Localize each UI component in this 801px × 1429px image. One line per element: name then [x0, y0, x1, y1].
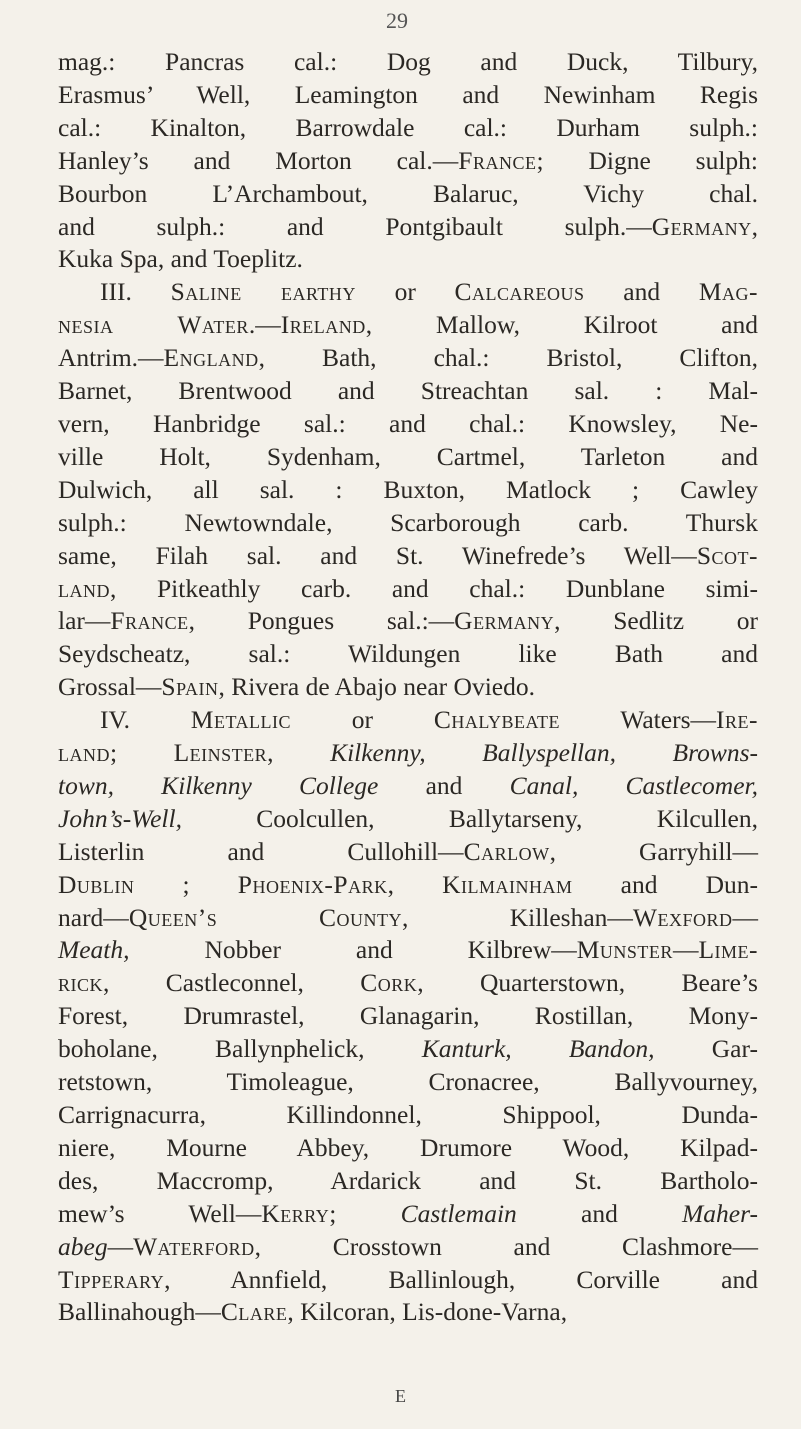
text-line: [58, 902, 758, 935]
text-line: [58, 1165, 758, 1198]
text-segment: and: [516, 1198, 683, 1228]
text-segment: nesia Water: [58, 310, 249, 340]
text-segment: , Sedlitz or: [554, 606, 758, 636]
text-segment: land: [58, 573, 110, 603]
text-segment: Meath,: [58, 935, 130, 965]
text-segment: III.: [100, 277, 171, 307]
text-segment: Bourbon L’Archambout, Balaruc, Vichy chal.: [58, 178, 758, 208]
text-segment: and: [584, 277, 699, 307]
text-segment: Scot-: [696, 540, 758, 570]
text-segment: retstown, Timoleague, Cronacree, Ballyvourney,: [58, 1067, 758, 1097]
text-segment: cal.: Kinalton, Barrowdale cal.: Durham sulph.:: [58, 112, 758, 142]
text-segment: Lime-: [698, 935, 758, 965]
text-segment: Maher-: [682, 1198, 758, 1228]
text-segment: Seydscheatz, sal.: Wildungen like Bath and: [58, 639, 758, 669]
text-line: [58, 671, 758, 704]
text-segment: Forest, Drumrastel, Glanagarin, Rostillan, Mony-: [58, 1001, 758, 1031]
text-segment: France: [458, 145, 537, 175]
text-segment: , Killeshan—: [402, 902, 633, 932]
text-line: [58, 605, 758, 638]
text-segment: rick: [58, 968, 104, 998]
text-segment: Kanturk, Bandon,: [421, 1034, 655, 1064]
text-segment: lar—: [58, 606, 111, 636]
text-segment: Castlemain: [400, 1198, 517, 1228]
text-segment: and: [378, 770, 510, 800]
text-segment: boholane, Ballynphelick,: [58, 1034, 422, 1064]
text-segment: land: [58, 738, 110, 768]
text-segment: Kerry: [261, 1198, 330, 1228]
text-line: [58, 342, 758, 375]
text-line: [58, 1066, 758, 1099]
text-segment: vern, Hanbridge sal.: and chal.: Knowsley, Ne-: [58, 408, 758, 438]
text-segment: Germany: [651, 211, 752, 241]
text-segment: ;: [329, 1198, 401, 1228]
text-segment: Antrim.—: [58, 343, 164, 373]
text-segment: ,: [267, 738, 331, 768]
text-segment: Munster: [576, 935, 673, 965]
text-line: [58, 211, 758, 244]
text-segment: ;: [134, 869, 238, 899]
text-line: [58, 803, 758, 836]
text-line: [58, 1264, 758, 1297]
text-segment: Waterford: [133, 1231, 255, 1261]
text-segment: Ballinahough—: [58, 1297, 221, 1327]
text-segment: Carrignacurra, Killindonnel, Shippool, Dunda-: [58, 1100, 758, 1129]
text-segment: , Mallow, Kilroot and: [365, 310, 758, 340]
text-line: [58, 704, 758, 737]
text-line: [58, 573, 758, 606]
page-number: 29: [386, 8, 408, 33]
text-line: [58, 1231, 758, 1264]
text-segment: Clare: [220, 1297, 288, 1327]
text-segment: mew’s Well—: [58, 1198, 262, 1228]
text-segment: John’s-Well,: [58, 803, 182, 833]
text-segment: Carlow: [463, 836, 550, 866]
text-segment: —: [732, 902, 758, 932]
text-line: [58, 869, 758, 902]
text-line: [58, 638, 758, 671]
text-line: [58, 375, 758, 408]
text-segment: Mag-: [698, 277, 758, 307]
text-line: [58, 1132, 758, 1165]
text-segment: Calcareous: [454, 277, 585, 307]
text-segment: or: [291, 705, 434, 735]
text-segment: Spain: [161, 672, 219, 702]
text-segment: Kilkenny, Ballyspellan, Browns-: [330, 738, 758, 768]
text-segment: Germany: [454, 606, 555, 636]
text-segment: sulph.: Newtowndale, Scarborough carb. Thursk: [58, 507, 758, 537]
text-line: [58, 737, 758, 770]
text-line: [58, 1000, 758, 1033]
text-line: [58, 1099, 758, 1132]
text-line: [58, 145, 758, 178]
text-line: [58, 934, 758, 967]
text-segment: , Quarterstown, Beare’s: [417, 968, 758, 998]
text-segment: —: [672, 935, 699, 965]
text-line: [58, 967, 758, 1000]
text-segment: , Castleconnel,: [103, 968, 361, 998]
text-segment: Erasmus’ Well, Leamington and Newinham Regis: [58, 79, 758, 109]
text-segment: , Bath, chal.: Bristol, Clifton,: [258, 343, 758, 373]
text-segment: , Kilcoran, Lis-done-Varna,: [287, 1297, 568, 1327]
text-line: [58, 178, 758, 211]
text-segment: IV.: [100, 705, 191, 735]
text-line: [58, 79, 758, 112]
text-line: [58, 507, 758, 540]
text-segment: Kuka Spa, and Toeplitz.: [58, 244, 303, 274]
text-segment: Nobber and Kilbrew—: [129, 935, 577, 965]
text-segment: Dulwich, all sal. : Buxton, Matlock ; Cawley: [58, 474, 758, 504]
text-segment: ,: [387, 869, 443, 899]
text-segment: Waters—: [560, 705, 717, 735]
text-segment: niere, Mourne Abbey, Drumore Wood, Kilpad-: [58, 1132, 758, 1162]
text-segment: , Pongues sal.:—: [188, 606, 455, 636]
text-line: [58, 112, 758, 145]
text-segment: Hanley’s and Morton cal.—: [58, 145, 459, 175]
text-segment: mag.: Pancras cal.: Dog and Duck, Tilbury,: [58, 47, 758, 76]
text-segment: ;: [110, 738, 174, 768]
text-segment: Tipperary: [58, 1264, 165, 1294]
text-segment: Leinster: [173, 738, 268, 768]
body-text: [58, 46, 758, 1329]
text-line: [58, 1296, 758, 1329]
text-segment: Canal, Castlecomer,: [509, 770, 758, 800]
text-segment: ; Digne sulph:: [536, 145, 758, 175]
text-segment: and Dun-: [572, 869, 759, 899]
text-segment: Coolcullen, Ballytarseny, Kilcullen,: [181, 803, 758, 833]
text-segment: England: [163, 343, 259, 373]
text-segment: ville Holt, Sydenham, Cartmel, Tarleton and: [58, 441, 758, 471]
text-segment: Ireland: [280, 310, 366, 340]
text-segment: abeg: [58, 1231, 108, 1261]
text-segment: Grossal—: [58, 672, 162, 702]
signature-mark: E: [395, 1386, 406, 1406]
text-segment: Metallic: [190, 705, 291, 735]
text-line: [58, 276, 758, 309]
text-line: [58, 243, 758, 276]
text-segment: —: [107, 1231, 134, 1261]
text-segment: Queen’s County: [128, 902, 403, 932]
text-segment: , Rivera de Abajo near Oviedo.: [218, 672, 535, 702]
text-segment: town, Kilkenny College: [58, 770, 379, 800]
text-line: [58, 441, 758, 474]
text-segment: Phoenix-Park: [237, 869, 388, 899]
text-line: [58, 770, 758, 803]
text-segment: , Pitkeathly carb. and chal.: Dunblane simi-: [110, 573, 758, 603]
text-line: [58, 474, 758, 507]
text-segment: Gar-: [654, 1034, 758, 1064]
text-segment: Listerlin and Cullohill—: [58, 836, 464, 866]
text-segment: Barnet, Brentwood and Streachtan sal. : Mal-: [58, 376, 758, 406]
text-segment: Dublin: [58, 869, 135, 899]
text-line: [58, 46, 758, 79]
text-segment: , Crosstown and Clashmore—: [254, 1231, 758, 1261]
text-segment: , Garryhill—: [549, 836, 758, 866]
text-segment: same, Filah sal. and St. Winefrede’s Well—: [58, 540, 697, 570]
text-segment: Chalybeate: [433, 705, 561, 735]
text-segment: .—: [248, 310, 281, 340]
text-segment: Wexford: [632, 902, 733, 932]
text-line: [58, 1198, 758, 1231]
text-line: [58, 540, 758, 573]
text-segment: Cork: [360, 968, 418, 998]
text-segment: Ire-: [716, 705, 758, 735]
text-segment: ,: [751, 211, 758, 241]
text-segment: or: [355, 277, 455, 307]
text-line: [58, 1033, 758, 1066]
text-segment: Saline earthy: [170, 277, 356, 307]
text-segment: des, Maccromp, Ardarick and St. Bartholo-: [58, 1165, 758, 1195]
text-line: [58, 408, 758, 441]
text-line: [58, 309, 758, 342]
text-segment: , Annfield, Ballinlough, Corville and: [164, 1264, 758, 1294]
text-line: [58, 836, 758, 869]
text-segment: and sulph.: and Pontgibault sulph.—: [58, 211, 652, 241]
text-segment: nard—: [58, 902, 129, 932]
text-segment: France: [110, 606, 189, 636]
text-segment: Kilmainham: [442, 869, 573, 899]
